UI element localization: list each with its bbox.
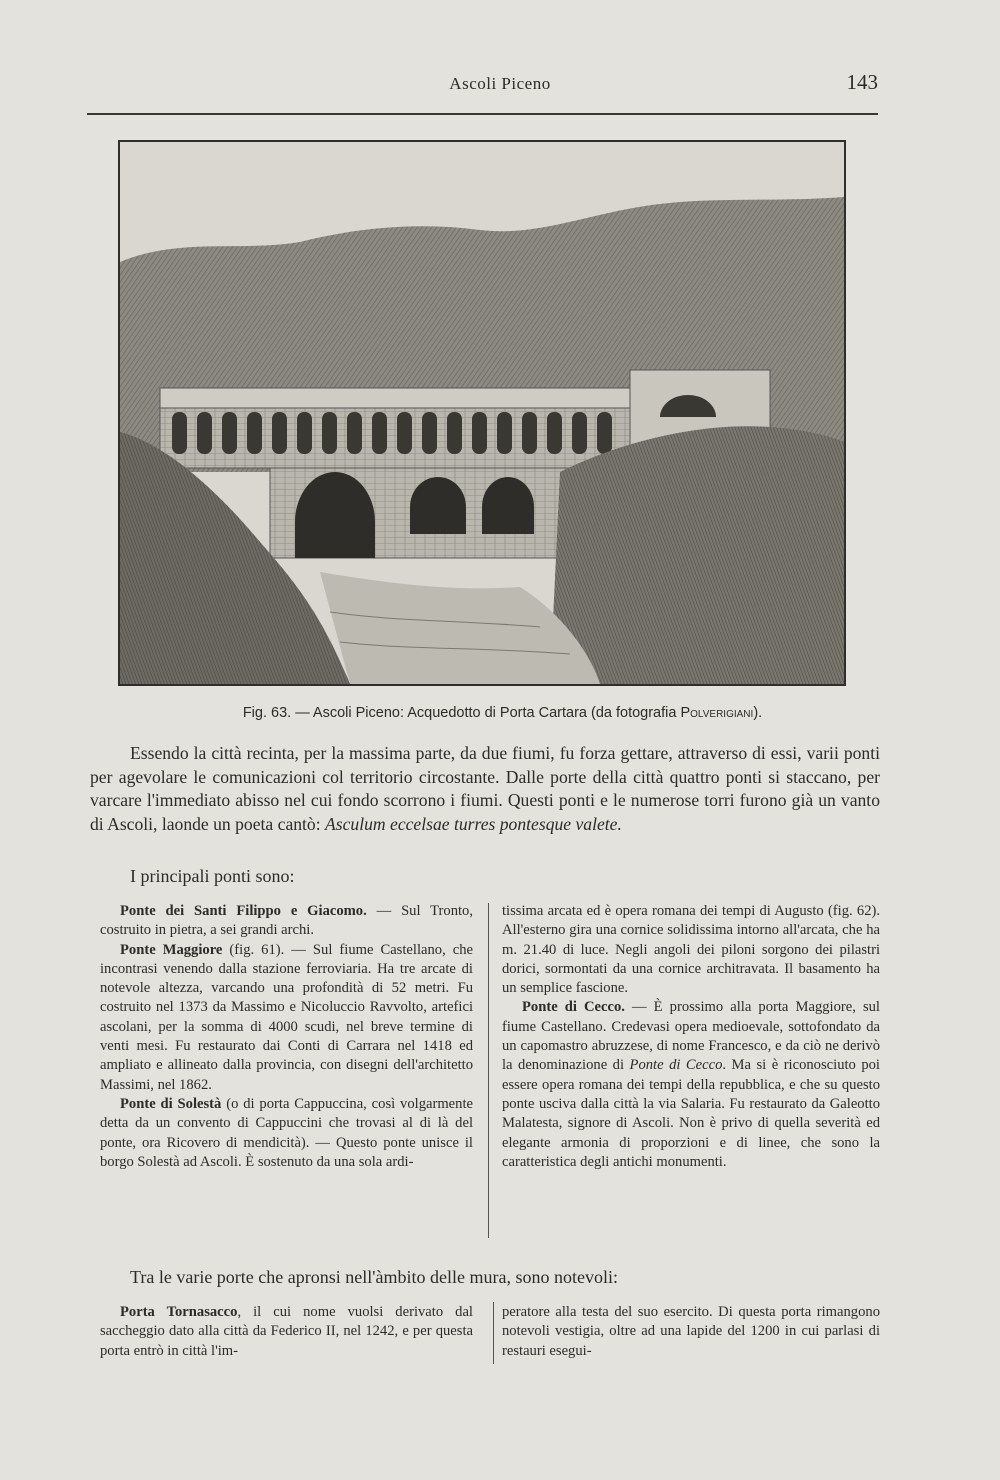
latin-verse: Asculum eccelsae turres pontesque valete. [325,813,622,834]
right-column-gates [502,1303,880,1361]
column-rule-gates [493,1302,494,1364]
right-column-bridges [502,902,880,1172]
caption-text: Fig. 63. — Ascoli Piceno: Acquedotto di Porta Cartara (da fotografia [242,705,681,721]
bridges-heading: I principali ponti sono: [130,866,295,886]
gates-heading: Tra le varie porte che apronsi nell'àmbito delle mura, sono notevoli: [130,1267,618,1287]
aqueduct-engraving [118,140,846,686]
aqueduct-illustration [120,142,844,684]
column-rule [488,903,489,1238]
bridge-name-cecco: Ponte di Cecco. [522,999,625,1016]
bridge-name-solesta: Ponte di Solestà [120,1095,222,1112]
bridge-text-solesta-cont: tissima arcata ed è opera romana dei tempi di Augusto (fig. 62). All'esterno gira una cornice solidissima intorno all'arcata, che ha m. 21.40 di luce. Negli angoli dei piloni sorgono dei pilastri dorici, sormontati da una cornice architravata. Il basamento ha un semplice fascione. [502,903,880,997]
bridge-italic-cecco: Ponte di Cecco [629,1057,723,1074]
page-number: 143 [846,70,878,94]
bridge-text-solesta: (o di porta Cappuccina, così volgarmente detta da un convento di Cappuccini che trovasi al di là del ponte, ora Ricovero di mendicità). — Questo ponte unisce il borgo Solestà ad Ascoli. È sostenuto da una sola ardi- [100,1095,473,1170]
bridge-text-maggiore: (fig. 61). — Sul fiume Castellano, che incontrasi venendo dalla stazione ferroviaria. Ha tre arcate di notevole altezza, varcando una profondità di 52 metri. Fu costruito nel 1373 da Massimo e Nicoluccio Ravvolto, artefici ascolani, per la somma di 4000 scudi, nel breve termine di venti mesi. Fu restaurato dai Conti di Carrara nel 1418 ed ampliato e allineato dalla provincia, con disegni dell'architetto Massimi, nel 1862. [100,941,473,1093]
figure-caption [87,705,918,721]
bridge-text-filippo: — Sul Tronto, costruito in pietra, a sei grandi archi. [100,903,473,939]
caption-credit: Polverigiani [680,705,754,721]
bridge-text-cecco-a: — È prossimo alla porta Maggiore, sul fiume Castellano. Credevasi opera medioevale, sottofondato da un capomastro abruzzese, di nome Francesco, e da ciò ne derivò la denominazione di [502,999,880,1074]
left-column-bridges [100,902,473,1172]
gate-text-tornasacco: , il cui nome vuolsi derivato dal saccheggio dato alla città da Federico II, nel 1242, e per questa porta entrò in città l'im- [100,1304,473,1359]
gate-name-tornasacco: Porta Tornasacco [120,1304,238,1320]
bridge-text-cecco-b: . Ma si è riconosciuto poi essere opera romana dei tempi della repubblica, e che su questo ponte usciva dalla città la via Salaria. Fu restaurato da Galeotto Malatesta, signore di Ascoli. Non è privo di quella severità ed elegante armonia di proporzioni e di linee, che sono la caratteristica degli antichi monumenti. [502,1057,880,1170]
gate-text-tornasacco-cont: peratore alla testa del suo esercito. Di questa porta rimangono notevoli vestigia, oltre ad una lapide del 1200 in cui parlasi di restauri esegui- [502,1304,880,1359]
bridge-name-filippo: Ponte dei Santi Filippo e Giacomo. [120,903,367,919]
running-title: Ascoli Piceno [449,74,551,93]
lead-text: Essendo la città recinta, per la massima parte, da due fiumi, fu forza gettare, attraverso di essi, varii ponti per agevolare le comunicazioni col territorio circostante. Dalle porte della città quattro ponti si staccano, per varcare l'immediato abisso nel cui fondo scorrono i fiumi. Questi ponti e le numerose torri furono già un vanto di Ascoli, laonde un poeta cantò: [90,743,880,834]
bridge-name-maggiore: Ponte Maggiore [120,941,223,958]
header-rule [87,113,878,115]
caption-end: ). [753,705,763,721]
left-column-gates [100,1303,473,1361]
lead-paragraph [90,742,880,836]
